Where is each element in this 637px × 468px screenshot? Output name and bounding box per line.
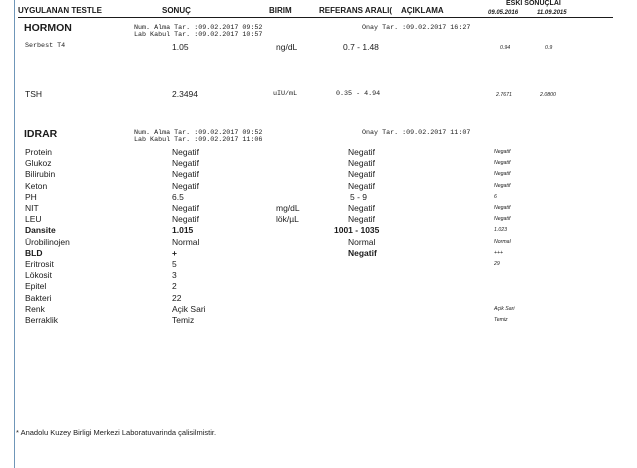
old-result-1: Negatif	[494, 205, 511, 211]
test-name: Protein	[25, 147, 52, 157]
test-name: Serbest T4	[25, 42, 66, 50]
old-result-1: Negatif	[494, 182, 511, 189]
test-name: Keton	[25, 180, 48, 191]
test-result: Temiz	[172, 315, 195, 325]
test-unit: uIU/mL	[273, 90, 298, 98]
section-title-hormon: HORMON	[24, 22, 72, 34]
test-result: Negatif	[172, 158, 199, 169]
old-result-1: Negatif	[494, 171, 511, 178]
old-result-1: Negatif	[494, 160, 511, 167]
test-unit: mg/dL	[276, 203, 300, 213]
test-result: Negatif	[172, 169, 199, 180]
test-result: 2	[172, 281, 177, 292]
test-result: +	[172, 247, 177, 258]
old-result-1: 29	[494, 261, 500, 267]
test-name: PH	[25, 191, 37, 202]
section-title-idrar: IDRAR	[24, 128, 58, 140]
reference-range: Normal	[348, 236, 376, 247]
left-margin-line	[14, 0, 15, 468]
test-name: LEU	[25, 214, 42, 225]
test-name: Glukoz	[25, 158, 52, 169]
test-result: Negatif	[172, 147, 199, 157]
old-result-1: +++	[494, 249, 504, 256]
lab-accept-date-line: Lab Kabul Tar. :09.02.2017 10:57	[134, 31, 263, 39]
test-result: 1.05	[172, 42, 189, 52]
reference-range: 0.35 - 4.94	[336, 90, 381, 98]
test-name: Bilirubin	[25, 169, 56, 180]
test-name: Bakteri	[25, 292, 52, 303]
reference-range: Negatif	[348, 247, 377, 258]
column-header-note: AÇIKLAMA	[401, 6, 444, 15]
old-result-1: Temiz	[494, 317, 508, 323]
sample-date-line: Num. Alma Tar. :09.02.2017 09:52	[134, 24, 263, 32]
reference-range: 0.7 - 1.48	[343, 42, 379, 52]
old-result-1: Negatif	[494, 216, 511, 223]
column-header-test: UYGULANAN TESTLE	[18, 6, 102, 15]
test-result: 2.3494	[172, 89, 198, 99]
old-result-1: 2.7671	[496, 92, 512, 98]
reference-range: Negatif	[348, 169, 375, 180]
footer-note: * Anadolu Kuzey Birligi Merkezi Laboratuvarinda çalisilmistir.	[16, 428, 217, 437]
test-result: 3	[172, 270, 177, 281]
test-name: Ürobilinojen	[25, 236, 70, 247]
test-result: 1.015	[172, 225, 194, 236]
test-result: 5	[172, 259, 177, 269]
test-result: Negatif	[172, 214, 199, 225]
test-name: BLD	[25, 247, 43, 258]
sample-date-line: Num. Alma Tar. :09.02.2017 09:52	[134, 129, 263, 137]
test-unit: ng/dL	[276, 42, 298, 52]
old-result-1: 1.023	[494, 227, 507, 234]
test-result: Açik Sari	[172, 303, 206, 314]
reference-range: Negatif	[348, 180, 375, 191]
test-result: 22	[172, 292, 182, 303]
reference-range: Negatif	[348, 214, 375, 225]
column-header-reference: REFERANS ARALI(	[319, 6, 393, 15]
lab-accept-date-line: Lab Kabul Tar. :09.02.2017 11:06	[134, 136, 263, 144]
reference-range: Negatif	[348, 203, 375, 213]
test-result: 6.5	[172, 191, 184, 202]
test-result: Negatif	[172, 180, 199, 191]
reference-range: 1001 - 1035	[334, 225, 380, 236]
test-name: Lökosit	[25, 270, 52, 281]
old-result-1: Negatif	[494, 149, 511, 155]
old-result-date-1: 09.05.2016	[488, 10, 519, 16]
old-result-1: 6	[494, 193, 497, 200]
approval-date: Onay Tar. :09.02.2017 11:07	[362, 129, 471, 137]
approval-date: Onay Tar. :09.02.2017 16:27	[362, 24, 471, 32]
reference-range: Negatif	[348, 158, 375, 169]
test-unit: lök/µL	[276, 214, 299, 225]
column-header-unit: BIRIM	[269, 6, 292, 15]
old-result-2: 0.9	[545, 45, 553, 51]
test-name: Dansite	[25, 225, 56, 236]
reference-range: 5 - 9	[350, 191, 368, 202]
old-result-2: 2.0800	[540, 92, 556, 98]
old-result-1: 0.94	[500, 45, 511, 51]
test-result: Normal	[172, 236, 200, 247]
old-result-1: Normal	[494, 238, 511, 245]
test-name: TSH	[25, 89, 42, 99]
reference-range: Negatif	[348, 147, 375, 157]
test-result: Negatif	[172, 203, 199, 213]
column-header-result: SONUÇ	[162, 6, 191, 15]
header-divider	[18, 17, 613, 18]
old-result-1: Açik Sari	[494, 305, 515, 312]
test-name: Renk	[25, 303, 45, 314]
test-name: Berraklik	[25, 315, 59, 325]
test-name: Epitel	[25, 281, 47, 292]
test-name: NIT	[25, 203, 39, 213]
test-name: Eritrosit	[25, 259, 54, 269]
column-header-old-results: ESKI SONUÇLAI	[506, 0, 561, 7]
old-result-date-2: 11.09.2015	[537, 10, 567, 16]
